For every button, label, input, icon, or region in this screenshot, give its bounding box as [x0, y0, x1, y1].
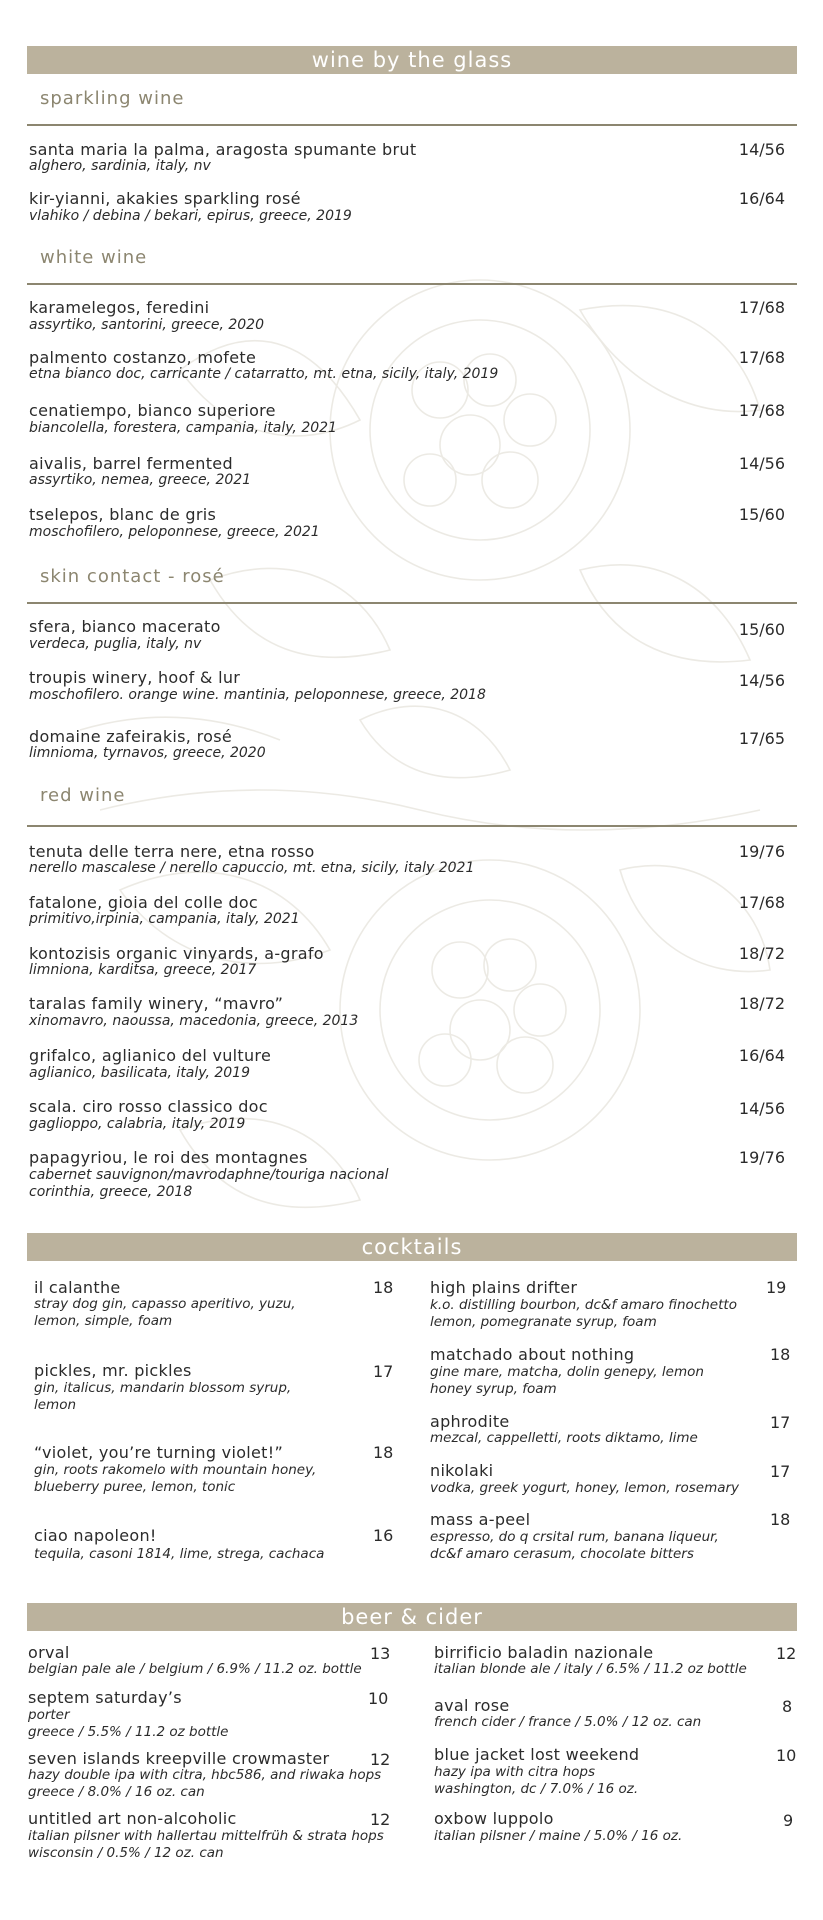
wine-name: troupis winery, hoof & lur [29, 668, 241, 687]
wine-name: taralas family winery, “mavro” [29, 994, 284, 1013]
wine-details: limniona, karditsa, greece, 2017 [29, 962, 257, 978]
cocktail-name: mass a-peel [430, 1510, 531, 1529]
wine-name: fatalone, gioia del colle doc [29, 893, 259, 912]
beer-price: 12 [370, 1750, 391, 1769]
cocktail-price: 18 [770, 1510, 791, 1529]
wine-price: 15/60 [738, 505, 785, 524]
wine-details: moschofilero. orange wine. mantinia, peloponnese, greece, 2018 [29, 687, 486, 703]
beer-name: oxbow luppolo [434, 1809, 554, 1828]
wine-price: 19/76 [738, 1148, 785, 1167]
wine-details: gaglioppo, calabria, italy, 2019 [29, 1116, 246, 1132]
beer-details: french cider / france / 5.0% / 12 oz. can [434, 1714, 702, 1730]
beer-details: hazy double ipa with citra, hbc586, and riwaka hops greece / 8.0% / 16 oz. can [28, 1767, 382, 1800]
section-title-skin-contact-rose: skin contact - rosé [40, 566, 225, 587]
beer-price: 9 [783, 1811, 794, 1830]
cocktail-ingredients: gin, italicus, mandarin blossom syrup, lemon [34, 1380, 292, 1413]
cocktail-name: high plains drifter [430, 1278, 578, 1297]
wine-name: palmento costanzo, mofete [29, 348, 257, 367]
beer-name: birrificio baladin nazionale [434, 1643, 654, 1662]
cocktail-name: ciao napoleon! [34, 1526, 157, 1545]
beer-price: 12 [370, 1810, 391, 1829]
cocktails-banner: cocktails [27, 1233, 797, 1261]
wine-details: aglianico, basilicata, italy, 2019 [29, 1065, 250, 1081]
wine-price: 17/68 [738, 893, 785, 912]
beer-details: belgian pale ale / belgium / 6.9% / 11.2 oz. bottle [28, 1661, 362, 1677]
section-title-sparkling-wine: sparkling wine [40, 88, 185, 109]
wine-price: 19/76 [738, 842, 785, 861]
wine-details: nerello mascalese / nerello capuccio, mt. etna, sicily, italy 2021 [29, 860, 475, 876]
wine-price: 17/65 [738, 729, 785, 748]
wine-price: 14/56 [738, 454, 785, 473]
beer-name: aval rose [434, 1696, 510, 1715]
wine-name: papagyriou, le roi des montagnes [29, 1148, 308, 1167]
wine-details: biancolella, forestera, campania, italy, 2021 [29, 420, 337, 436]
cocktail-name: matchado about nothing [430, 1345, 635, 1364]
wine-name: santa maria la palma, aragosta spumante brut [29, 140, 417, 159]
wine-details: vlahiko / debina / bekari, epirus, greece, 2019 [29, 208, 352, 224]
cocktail-name: il calanthe [34, 1278, 121, 1297]
wine-name: aivalis, barrel fermented [29, 454, 233, 473]
wine-name: cenatiempo, bianco superiore [29, 401, 276, 420]
cocktail-name: pickles, mr. pickles [34, 1361, 192, 1380]
wine-name: sfera, bianco macerato [29, 617, 221, 636]
cocktail-ingredients: k.o. distilling bourbon, dc&f amaro finochetto lemon, pomegranate syrup, foam [430, 1297, 737, 1330]
cocktail-price: 18 [373, 1278, 394, 1297]
wine-details: verdeca, puglia, italy, nv [29, 636, 202, 652]
wine-details: cabernet sauvignon/mavrodaphne/touriga nacional [29, 1167, 389, 1183]
beer-name: orval [28, 1643, 70, 1662]
wine-name: tselepos, blanc de gris [29, 505, 217, 524]
wine-price: 18/72 [738, 944, 785, 963]
wine-price: 14/56 [738, 1099, 785, 1118]
cocktail-ingredients: mezcal, cappelletti, roots diktamo, lime [430, 1430, 698, 1446]
wine-details: primitivo,irpinia, campania, italy, 2021 [29, 911, 300, 927]
beer-name: untitled art non-alcoholic [28, 1809, 237, 1828]
cocktail-price: 17 [373, 1362, 394, 1381]
cocktail-ingredients: gine mare, matcha, dolin genepy, lemon honey syrup, foam [430, 1364, 704, 1397]
cocktail-price: 17 [770, 1413, 791, 1432]
wine-name: kontozisis organic vinyards, a-grafo [29, 944, 324, 963]
wine-name: grifalco, aglianico del vulture [29, 1046, 272, 1065]
section-divider [27, 602, 797, 604]
section-title-red-wine: red wine [40, 785, 126, 806]
wine-details: assyrtiko, nemea, greece, 2021 [29, 472, 252, 488]
cocktail-ingredients: tequila, casoni 1814, lime, strega, cachaca [34, 1546, 325, 1562]
wine-price: 17/68 [738, 348, 785, 367]
beer-details: italian pilsner with hallertau mittelfrüh & strata hops wisconsin / 0.5% / 12 oz. can [28, 1828, 384, 1861]
wine-price: 15/60 [738, 620, 785, 639]
cocktail-price: 18 [770, 1345, 791, 1364]
wine-by-the-glass-banner: wine by the glass [27, 46, 797, 74]
beer-details: porter greece / 5.5% / 11.2 oz bottle [28, 1707, 229, 1740]
beer-price: 10 [776, 1746, 797, 1765]
wine-price: 18/72 [738, 994, 785, 1013]
wine-details: assyrtiko, santorini, greece, 2020 [29, 317, 264, 333]
cocktail-name: nikolaki [430, 1461, 494, 1480]
wine-details: alghero, sardinia, italy, nv [29, 158, 211, 174]
beer-price: 8 [782, 1697, 793, 1716]
cocktail-price: 19 [766, 1278, 787, 1297]
wine-details: etna bianco doc, carricante / catarratto, mt. etna, sicily, italy, 2019 [29, 366, 499, 382]
beer-cider-banner: beer & cider [27, 1603, 797, 1631]
section-divider [27, 283, 797, 285]
beer-price: 13 [370, 1644, 391, 1663]
wine-details: xinomavro, naoussa, macedonia, greece, 2013 [29, 1013, 359, 1029]
beer-name: blue jacket lost weekend [434, 1745, 640, 1764]
beer-name: seven islands kreepville crowmaster [28, 1749, 330, 1768]
cocktail-price: 17 [770, 1462, 791, 1481]
wine-name: scala. ciro rosso classico doc [29, 1097, 268, 1116]
cocktail-ingredients: gin, roots rakomelo with mountain honey, blueberry puree, lemon, tonic [34, 1462, 317, 1495]
beer-details: italian blonde ale / italy / 6.5% / 11.2 oz bottle [434, 1661, 747, 1677]
wine-price: 17/68 [738, 298, 785, 317]
cocktail-ingredients: stray dog gin, capasso aperitivo, yuzu, lemon, simple, foam [34, 1296, 296, 1329]
cocktail-name: aphrodite [430, 1412, 510, 1431]
wine-price: 14/56 [738, 671, 785, 690]
cocktail-name: “violet, you’re turning violet!” [34, 1443, 284, 1462]
section-title-white-wine: white wine [40, 247, 148, 268]
wine-price: 17/68 [738, 401, 785, 420]
wine-details-line-2: corinthia, greece, 2018 [29, 1184, 193, 1200]
beer-price: 10 [368, 1689, 389, 1708]
wine-name: domaine zafeirakis, rosé [29, 727, 232, 746]
beer-name: septem saturday’s [28, 1688, 182, 1707]
beer-details: hazy ipa with citra hops washington, dc / 7.0% / 16 oz. [434, 1764, 639, 1797]
wine-price: 16/64 [738, 189, 785, 208]
wine-name: tenuta delle terra nere, etna rosso [29, 842, 315, 861]
wine-name: karamelegos, feredini [29, 298, 210, 317]
wine-price: 14/56 [738, 140, 785, 159]
cocktail-ingredients: vodka, greek yogurt, honey, lemon, rosemary [430, 1480, 740, 1496]
wine-details: limnioma, tyrnavos, greece, 2020 [29, 745, 266, 761]
wine-price: 16/64 [738, 1046, 785, 1065]
beer-price: 12 [776, 1644, 797, 1663]
beer-details: italian pilsner / maine / 5.0% / 16 oz. [434, 1828, 683, 1844]
cocktail-ingredients: espresso, do q crsital rum, banana liqueur, dc&f amaro cerasum, chocolate bitters [430, 1529, 719, 1562]
wine-details: moschofilero, peloponnese, greece, 2021 [29, 524, 320, 540]
cocktail-price: 18 [373, 1443, 394, 1462]
section-divider [27, 124, 797, 126]
cocktail-price: 16 [373, 1526, 394, 1545]
wine-name: kir-yianni, akakies sparkling rosé [29, 189, 301, 208]
section-divider [27, 825, 797, 827]
